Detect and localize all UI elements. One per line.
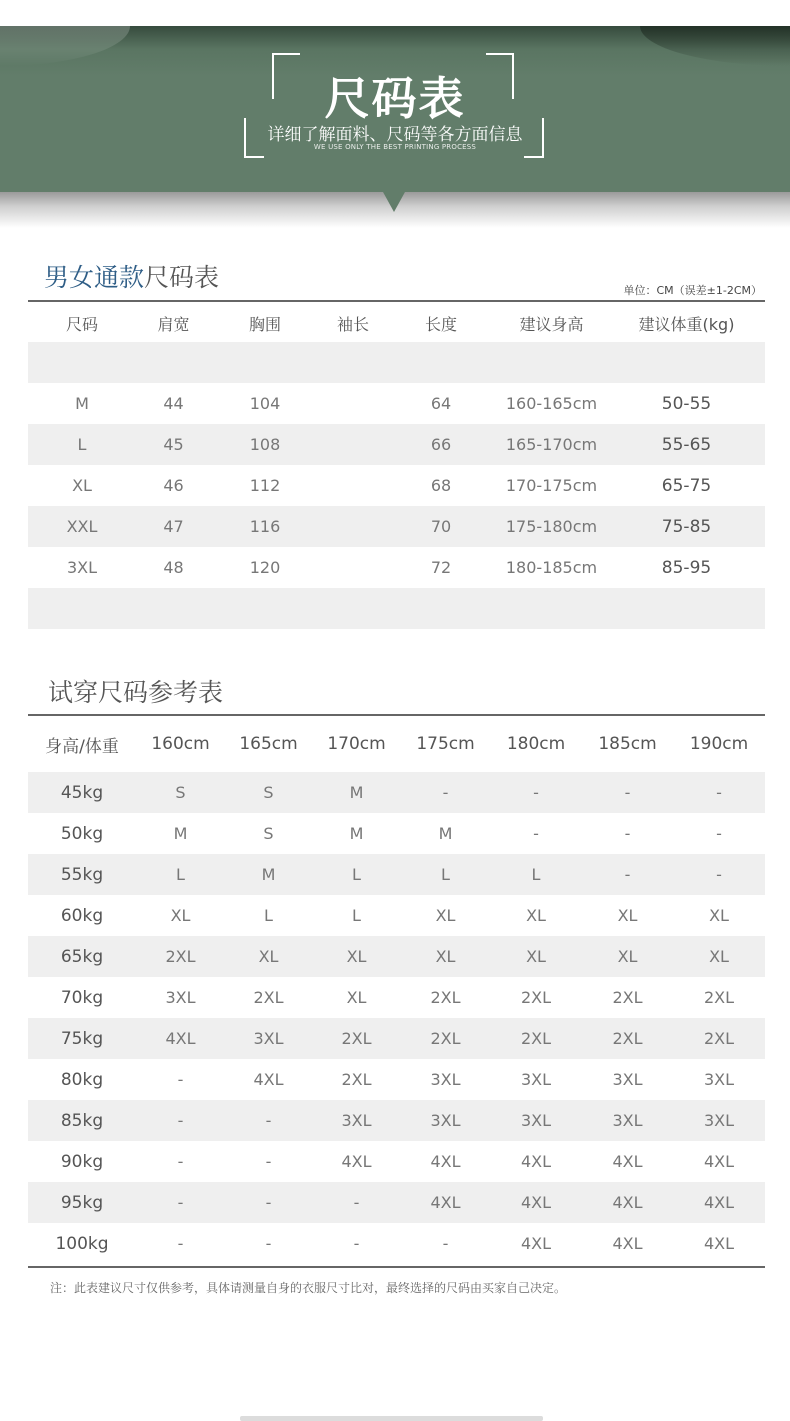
table-cell: S xyxy=(263,824,274,843)
column-header: 肩宽 xyxy=(157,314,190,334)
table-row xyxy=(28,547,765,588)
table-cell: 2XL xyxy=(341,1070,372,1089)
banner xyxy=(0,0,790,240)
table-row xyxy=(28,1182,765,1223)
table-cell: 3XL xyxy=(430,1111,461,1130)
table-cell: 50-55 xyxy=(661,393,712,414)
table-header-row xyxy=(28,716,765,772)
row-header: 95kg xyxy=(60,1192,104,1213)
table-cell: 3XL xyxy=(341,1111,372,1130)
column-header: 185cm xyxy=(598,734,657,754)
table-cell: 2XL xyxy=(253,988,284,1007)
table-cell: 4XL xyxy=(703,1152,735,1171)
column-header: 长度 xyxy=(424,314,457,334)
divider xyxy=(28,300,765,302)
table-cell: XL xyxy=(170,906,191,925)
table-cell: 4XL xyxy=(612,1193,643,1212)
table-row xyxy=(28,1059,765,1100)
table-cell: - xyxy=(177,1070,184,1089)
table-cell: XL xyxy=(709,947,729,966)
row-header: 70kg xyxy=(60,987,104,1008)
table-cell: 116 xyxy=(249,517,281,536)
fit-table xyxy=(28,716,765,1264)
column-header: 袖长 xyxy=(336,314,369,334)
table-row xyxy=(28,1223,765,1264)
table-cell: 3XL xyxy=(253,1029,284,1048)
table-cell: 180-185cm xyxy=(505,558,598,577)
table-cell: 112 xyxy=(249,476,281,495)
table-cell: 4XL xyxy=(430,1152,461,1171)
table-row xyxy=(28,506,765,547)
table-cell: 45 xyxy=(163,435,184,454)
table-cell: 2XL xyxy=(430,1029,461,1048)
size-table-title-rest: 尺码表 xyxy=(144,263,220,292)
column-header: 建议身高 xyxy=(519,314,584,334)
table-cell: M xyxy=(438,824,453,843)
table-cell: L xyxy=(77,435,87,454)
table-row xyxy=(28,1018,765,1059)
table-row xyxy=(28,383,765,424)
banner-arrow-down-icon xyxy=(383,192,405,212)
banner-caption: WE USE ONLY THE BEST PRINTING PROCESS xyxy=(313,143,477,151)
table-cell: 44 xyxy=(163,394,184,413)
column-header: 165cm xyxy=(239,734,298,754)
table-cell: XL xyxy=(617,947,638,966)
table-cell: - xyxy=(353,1234,360,1253)
table-cell: 3XL xyxy=(703,1070,735,1089)
table-cell: 3XL xyxy=(165,988,196,1007)
divider xyxy=(28,1266,765,1268)
table-cell: XL xyxy=(617,906,638,925)
table-cell: 104 xyxy=(249,394,281,413)
table-row xyxy=(28,977,765,1018)
table-cell: 46 xyxy=(163,476,184,495)
table-cell: - xyxy=(442,783,449,802)
table-cell: L xyxy=(531,865,541,884)
table-cell: 2XL xyxy=(612,1029,643,1048)
table-header-row xyxy=(28,304,765,342)
table-cell: - xyxy=(265,1111,272,1130)
row-header: 80kg xyxy=(60,1069,104,1090)
table-cell: - xyxy=(533,824,539,843)
table-cell: 64 xyxy=(430,394,452,413)
table-cell: XL xyxy=(526,947,546,966)
table-row xyxy=(28,936,765,977)
bottom-bar xyxy=(240,1416,543,1421)
table-cell: - xyxy=(177,1234,184,1253)
table-row xyxy=(28,895,765,936)
fit-table-title: 试穿尺码参考表 xyxy=(48,678,224,707)
table-cell: L xyxy=(176,865,185,884)
column-header: 180cm xyxy=(506,734,566,754)
row-header: 45kg xyxy=(60,782,104,803)
table-cell: 65-75 xyxy=(661,475,712,496)
table-cell: M xyxy=(173,824,188,843)
table-cell: 2XL xyxy=(341,1029,372,1048)
table-cell: 4XL xyxy=(165,1029,196,1048)
table-cell: 4XL xyxy=(253,1070,284,1089)
table-cell: - xyxy=(265,1234,272,1253)
table-cell: - xyxy=(353,1193,360,1212)
table-cell: 3XL xyxy=(430,1070,461,1089)
table-cell: 2XL xyxy=(520,988,552,1007)
table-cell: 4XL xyxy=(520,1152,552,1171)
table-cell: - xyxy=(716,824,722,843)
table-cell: XL xyxy=(435,906,456,925)
table-cell: - xyxy=(716,865,722,884)
table-cell: 108 xyxy=(249,435,281,454)
table-cell: 4XL xyxy=(520,1193,552,1212)
banner-subtitle: 详细了解面料、尺码等各方面信息 xyxy=(267,125,523,145)
table-cell: 2XL xyxy=(430,988,461,1007)
table-row xyxy=(28,424,765,465)
table-cell: 72 xyxy=(430,558,452,577)
table-cell: 55-65 xyxy=(661,434,712,455)
row-header: 85kg xyxy=(60,1110,104,1131)
table-row xyxy=(28,772,765,813)
table-cell: 48 xyxy=(163,558,184,577)
row-header: 90kg xyxy=(60,1151,104,1172)
table-cell: - xyxy=(624,783,631,802)
table-cell: XL xyxy=(346,988,367,1007)
table-cell: L xyxy=(352,906,361,925)
table-cell: S xyxy=(175,783,186,802)
table-cell: M xyxy=(261,865,276,884)
table-cell: L xyxy=(352,865,361,884)
table-cell: 4XL xyxy=(703,1234,735,1253)
table-row xyxy=(28,588,765,629)
table-cell: - xyxy=(265,1152,272,1171)
table-cell: 120 xyxy=(249,558,281,577)
table-cell: - xyxy=(624,865,631,884)
table-cell: 175-180cm xyxy=(505,517,598,536)
table-cell: M xyxy=(349,824,364,843)
table-row xyxy=(28,1100,765,1141)
table-row xyxy=(28,1141,765,1182)
table-cell: 3XL xyxy=(703,1111,735,1130)
table-cell: L xyxy=(264,906,273,925)
table-cell: XL xyxy=(72,476,92,495)
table-cell: 75-85 xyxy=(661,516,712,537)
table-cell: XL xyxy=(258,947,279,966)
table-cell: XXL xyxy=(66,517,98,536)
table-cell: 2XL xyxy=(520,1029,552,1048)
column-header: 160cm xyxy=(151,734,210,754)
table-cell: 165-170cm xyxy=(505,435,598,454)
table-cell: 66 xyxy=(430,435,452,454)
table-cell: 2XL xyxy=(612,988,643,1007)
table-row xyxy=(28,813,765,854)
table-cell: S xyxy=(263,783,274,802)
table-cell: - xyxy=(533,783,539,802)
table-cell: - xyxy=(177,1193,184,1212)
table-cell: 160-165cm xyxy=(505,394,598,413)
table-cell: - xyxy=(177,1152,184,1171)
table-cell: 3XL xyxy=(520,1070,552,1089)
row-header: 65kg xyxy=(60,946,104,967)
table-cell: 4XL xyxy=(520,1234,552,1253)
table-cell: XL xyxy=(709,906,729,925)
row-header: 55kg xyxy=(60,864,104,885)
row-header: 60kg xyxy=(60,905,104,926)
column-header: 175cm xyxy=(416,734,475,754)
table-cell: XL xyxy=(526,906,546,925)
table-cell: XL xyxy=(435,947,456,966)
unit-note: 单位：CM（误差±1-2CM） xyxy=(623,284,762,297)
table-cell: - xyxy=(442,1234,449,1253)
table-cell: 2XL xyxy=(165,947,196,966)
table-cell: 2XL xyxy=(703,1029,735,1048)
page-title: 尺码表 xyxy=(324,72,466,125)
table-row xyxy=(28,465,765,506)
row-header: 50kg xyxy=(60,823,104,844)
column-header: 190cm xyxy=(689,734,749,754)
table-cell: XL xyxy=(346,947,367,966)
column-header: 尺码 xyxy=(65,314,98,334)
table-cell: 85-95 xyxy=(661,557,712,578)
table-cell: 4XL xyxy=(341,1152,372,1171)
table-cell: 3XL xyxy=(612,1111,643,1130)
table-cell: 3XL xyxy=(520,1111,552,1130)
table-cell: 4XL xyxy=(612,1152,643,1171)
table-cell: 47 xyxy=(163,517,184,536)
column-header: 170cm xyxy=(327,734,386,754)
table-row xyxy=(28,342,765,383)
column-header: 身高/体重 xyxy=(45,736,119,757)
table-cell: 70 xyxy=(430,517,452,536)
table-cell: M xyxy=(349,783,364,802)
column-header: 胸围 xyxy=(248,314,281,334)
table-cell: M xyxy=(75,394,89,413)
table-cell: - xyxy=(265,1193,272,1212)
table-cell: 3XL xyxy=(66,558,98,577)
size-table xyxy=(28,304,765,629)
table-cell: 2XL xyxy=(703,988,735,1007)
table-cell: 4XL xyxy=(430,1193,461,1212)
size-table-title xyxy=(44,258,219,294)
column-header: 建议体重(kg) xyxy=(638,314,735,334)
table-cell: - xyxy=(624,824,631,843)
table-cell: 68 xyxy=(430,476,452,495)
table-cell: 3XL xyxy=(612,1070,643,1089)
table-cell: - xyxy=(716,783,722,802)
row-header: 100kg xyxy=(55,1233,109,1254)
table-cell: L xyxy=(441,865,450,884)
size-table-title-highlight: 男女通款 xyxy=(44,263,145,292)
table-cell: 170-175cm xyxy=(505,476,598,495)
table-cell: 4XL xyxy=(703,1193,735,1212)
table-cell: - xyxy=(177,1111,184,1130)
footnote: 注：此表建议尺寸仅供参考，具体请测量自身的衣服尺寸比对，最终选择的尺码由买家自己决定。 xyxy=(50,1281,567,1295)
table-row xyxy=(28,854,765,895)
table-cell: 4XL xyxy=(612,1234,643,1253)
row-header: 75kg xyxy=(60,1028,104,1049)
